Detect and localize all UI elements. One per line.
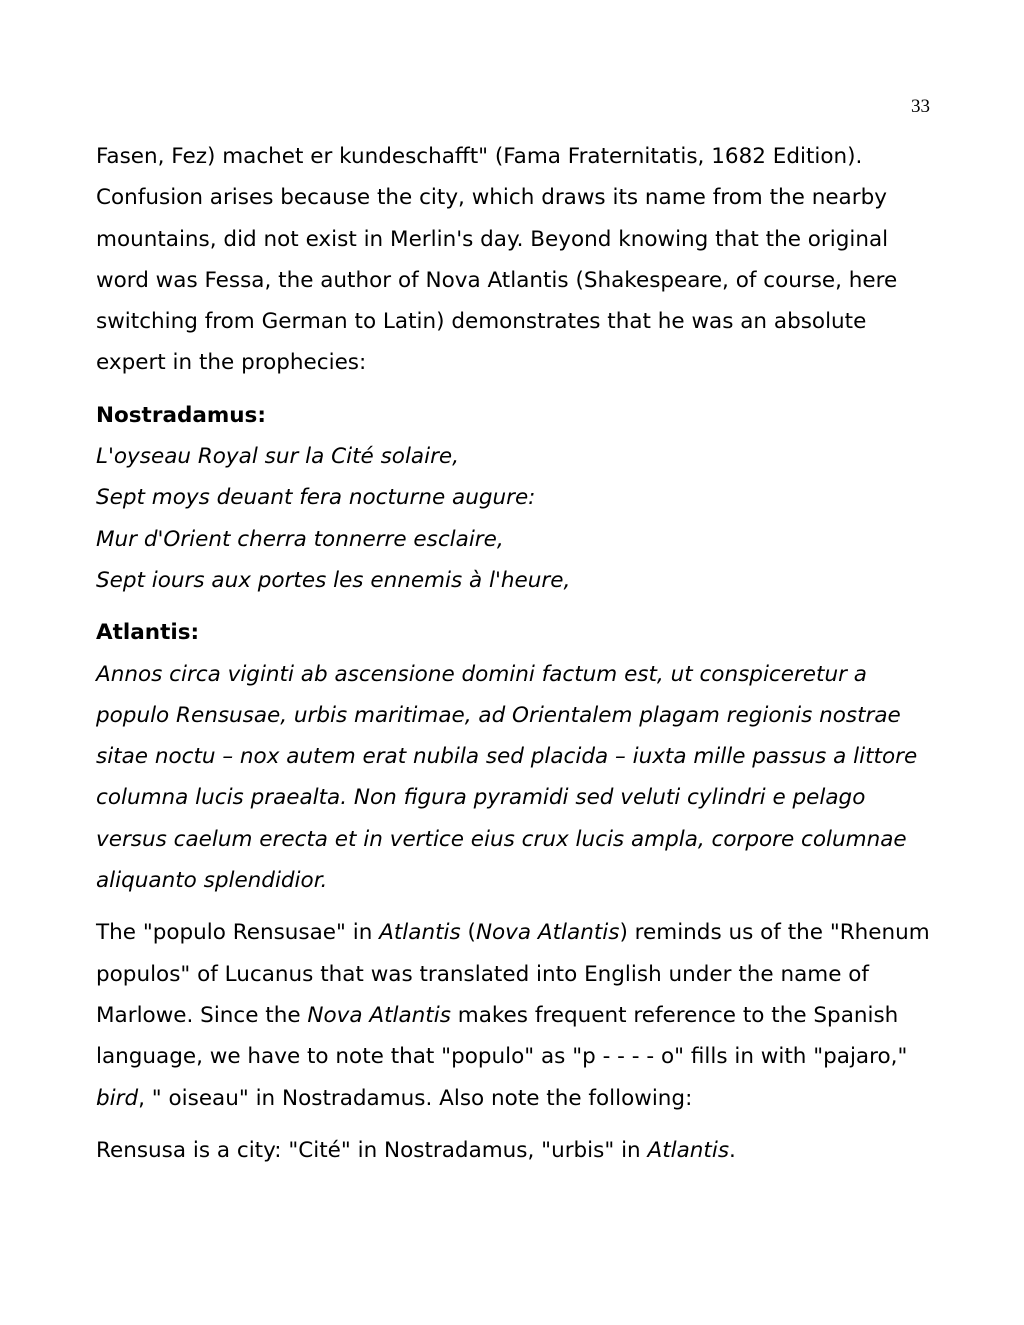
document-body — [96, 136, 936, 1171]
page-number: 33 — [911, 96, 930, 117]
italic-title: Nova Atlantis — [475, 920, 620, 946]
verse-line: Mur d'Orient cherra tonnerre esclaire, — [96, 526, 504, 552]
verse-line: L'oyseau Royal sur la Cité solaire, — [96, 444, 459, 470]
nostradamus-heading: Nostradamus: — [96, 402, 266, 428]
discussion-text: makes frequent reference to the Spanish language, we have to note that "populo" as "p - - - - o" fills in with "pajaro," — [96, 1002, 908, 1070]
verse-line: Sept moys deuant fera nocturne augure: — [96, 485, 536, 511]
italic-word: bird — [96, 1085, 139, 1111]
discussion-text: ( — [460, 920, 476, 946]
verse-line: Sept iours aux portes les ennemis à l'heure, — [96, 567, 571, 593]
atlantis-quote: Annos circa viginti ab ascensione domini factum est, ut conspiceretur a populo Rensusae, urbis maritimae, ad Orientalem plagam regionis nostrae sitae noctu – nox autem erat nubila sed placida – iuxta mille passus a littore columna lucis praealta. Non figura pyramidi sed veluti cylindri e pelago versus caelum erecta et in vertice eius crux lucis ampla, corpore columnae aliquanto splendidior. — [96, 661, 918, 894]
italic-title: Atlantis — [379, 920, 461, 946]
discussion-text: , " oiseau" in Nostradamus. Also note the following: — [138, 1085, 693, 1111]
discussion-text: The "populo Rensusae" in — [96, 920, 380, 946]
italic-title: Atlantis — [647, 1137, 730, 1163]
italic-title: Nova Atlantis — [307, 1002, 451, 1028]
final-text: Rensusa is a city: "Cité" in Nostradamus, "urbis" in — [96, 1137, 648, 1163]
final-paragraph — [96, 1130, 936, 1171]
discussion-paragraph — [96, 912, 936, 1118]
intro-paragraph: Fasen, Fez) machet er kundeschafft" (Fama Fraternitatis, 1682 Edition). Confusion arises because the city, which draws its name from the nearby mountains, did not exist in Merlin's day. Beyond knowing that the original word was Fessa, the author of Nova Atlantis (Shakespeare, of course, here switching from German to Latin) demonstrates that he was an absolute expert in the prophecies: — [96, 144, 898, 376]
atlantis-heading: Atlantis: — [96, 620, 200, 646]
discussion-text: ) reminds us of the "Rhenum populos" of Lucanus that was translated into English under the name of Marlowe. Since the — [96, 920, 930, 1028]
final-text: . — [729, 1137, 736, 1163]
